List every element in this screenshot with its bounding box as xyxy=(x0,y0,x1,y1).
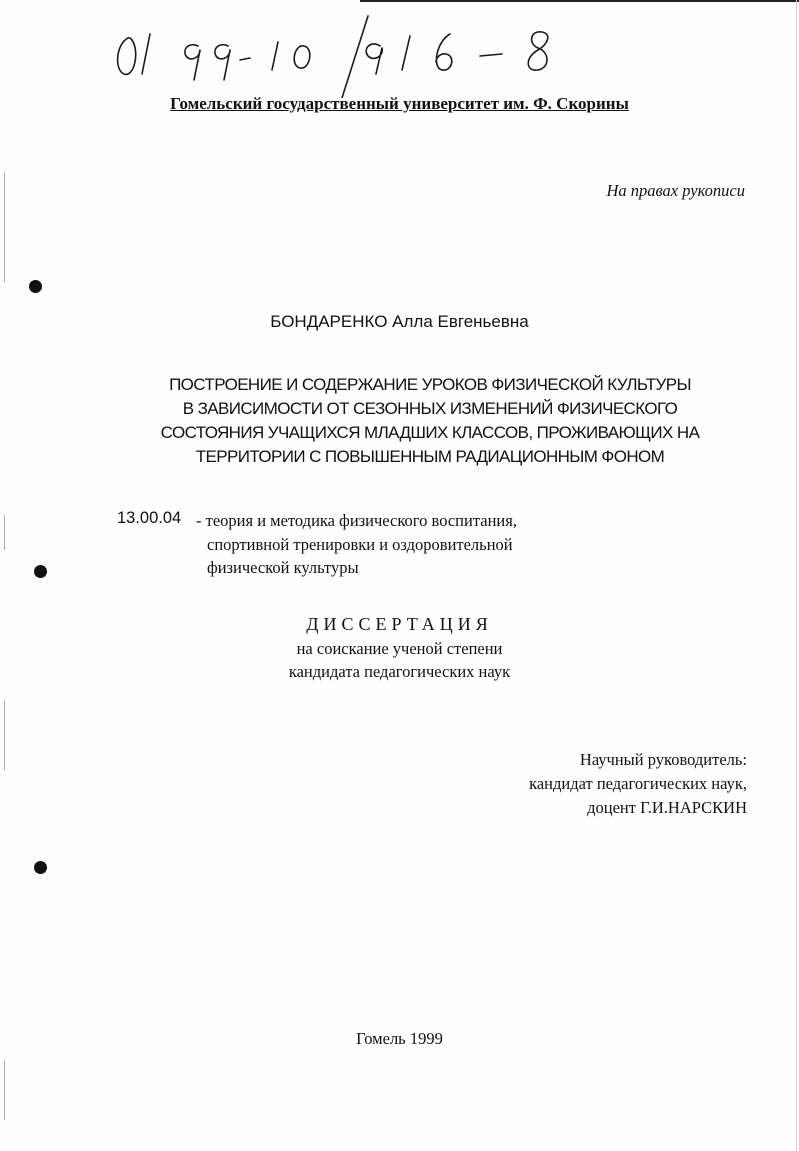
degree-line: на соискание ученой степени xyxy=(296,639,503,658)
scan-top-edge xyxy=(360,0,799,2)
punch-hole-1 xyxy=(29,280,42,293)
author-name: БОНДАРЕНКО Алла Евгеньевна xyxy=(270,312,529,331)
scan-right-edge xyxy=(796,0,797,1151)
specialty-line: физической культуры xyxy=(207,558,359,577)
scan-left-mark xyxy=(4,515,5,550)
supervisor-block xyxy=(420,748,747,820)
handwritten-registration-number xyxy=(110,12,580,98)
title-line: В ЗАВИСИМОСТИ ОТ СЕЗОННЫХ ИЗМЕНЕНИЙ ФИЗИЧЕСКОГО xyxy=(182,399,678,418)
punch-hole-3 xyxy=(34,861,47,874)
city-year: Гомель 1999 xyxy=(356,1029,443,1048)
degree-line: кандидата педагогических наук xyxy=(288,662,511,681)
specialty-line: - теория и методика физического воспитания, xyxy=(196,511,517,530)
scan-left-mark xyxy=(4,700,5,770)
specialty-code: 13.00.04 xyxy=(117,509,182,527)
supervisor-line: доцент Г.И.НАРСКИН xyxy=(587,798,747,817)
punch-hole-2 xyxy=(34,565,47,578)
title-line: ТЕРРИТОРИИ С ПОВЫШЕННЫМ РАДИАЦИОННЫМ ФОНОМ xyxy=(195,447,665,466)
supervisor-line: Научный руководитель: xyxy=(579,750,747,769)
document-type: ДИССЕРТАЦИЯ xyxy=(306,614,493,634)
degree-sought xyxy=(0,637,799,683)
title-line: ПОСТРОЕНИЕ И СОДЕРЖАНИЕ УРОКОВ ФИЗИЧЕСКОЙ КУЛЬТУРЫ xyxy=(169,375,691,394)
specialty-description xyxy=(196,509,517,580)
specialty-line: спортивной тренировки и оздоровительной xyxy=(207,534,513,554)
university-name: Гомельский государственный университет им. Ф. Скорины xyxy=(170,94,629,113)
scan-left-mark xyxy=(4,1060,5,1120)
title-line: СОСТОЯНИЯ УЧАЩИХСЯ МЛАДШИХ КЛАССОВ, ПРОЖИВАЮЩИХ НА xyxy=(160,423,700,442)
dissertation-title xyxy=(90,373,770,469)
scan-left-mark xyxy=(4,172,5,282)
supervisor-line: кандидат педагогических наук, xyxy=(529,774,747,793)
manuscript-note: На правах рукописи xyxy=(606,181,745,200)
